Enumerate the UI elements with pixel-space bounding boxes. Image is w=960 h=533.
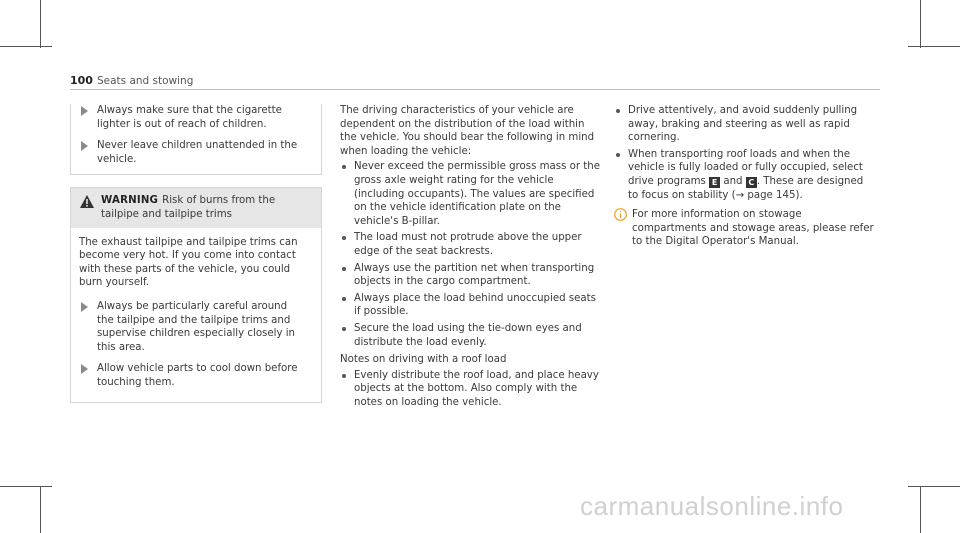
instruction-item: Always be particularly careful around the tailpipe and the tailpipe trims and supervise children especially closely in this area. <box>79 300 313 354</box>
watermark: carmanualsonline.info <box>580 491 844 521</box>
column-2 <box>340 104 602 412</box>
list-item: The load must not protrude above the upper edge of the seat backrests. <box>340 231 602 258</box>
column-3 <box>614 104 876 249</box>
warning-header <box>71 188 321 227</box>
warning-label: WARNING <box>101 195 159 207</box>
arrow-icon <box>81 302 88 312</box>
page-title: Seats and stowing <box>96 75 194 87</box>
page-number: 100 <box>70 74 93 87</box>
crop-mark <box>920 0 921 48</box>
list-item: Secure the load using the tie-down eyes and distribute the load evenly. <box>340 322 602 349</box>
note <box>614 208 876 249</box>
crop-mark <box>0 46 52 47</box>
list-item: Always use the partition net when transporting objects in the cargo compartment. <box>340 262 602 289</box>
crop-mark <box>40 0 41 48</box>
column-1 <box>70 104 322 403</box>
crop-mark <box>40 486 41 533</box>
bullet-icon <box>616 153 620 157</box>
warning-body <box>71 228 321 402</box>
warning-box <box>70 187 322 402</box>
list-item: When transporting roof loads and when the vehicle is fully loaded or fully occupied, select drive programs E and C . These are designed to focus on stability (→ page 145). <box>614 148 876 202</box>
header-rule <box>70 89 880 90</box>
list-item: Always place the load behind unoccupied seats if possible. <box>340 292 602 319</box>
list-item: Evenly distribute the roof load, and place heavy objects at the bottom. Also comply with the notes on loading the vehicle. <box>340 369 602 410</box>
page-reference-link[interactable]: page 145 <box>747 189 796 201</box>
bullet-icon <box>342 327 346 331</box>
warning-heading: Risk of burns from the tailpipe and tailpipe trims <box>101 195 276 220</box>
info-icon <box>614 208 627 221</box>
page-reference-arrow-icon: → <box>735 189 745 201</box>
warning-icon <box>80 195 94 208</box>
warning-text: The exhaust tailpipe and tailpipe trims can become very hot. If you come into contact with these parts of the vehicle, you could burn yourself. <box>79 236 298 289</box>
arrow-icon <box>81 141 88 151</box>
drive-program-c-icon: C <box>746 177 757 188</box>
bullet-icon <box>342 297 346 301</box>
note-text: For more information on stowage compartments and stowage areas, please refer to the Digital Operator's Manual. <box>632 209 874 248</box>
crop-mark <box>908 486 960 487</box>
page-header <box>70 74 880 88</box>
bullet-icon <box>342 165 346 169</box>
drive-program-e-icon: E <box>709 177 720 188</box>
bullet-icon <box>342 267 346 271</box>
instruction-box <box>70 104 322 175</box>
bullet-icon <box>616 109 620 113</box>
crop-mark <box>908 46 960 47</box>
arrow-icon <box>81 106 88 116</box>
instruction-item: Always make sure that the cigarette lighter is out of reach of children. <box>71 104 321 131</box>
bullet-icon <box>342 236 346 240</box>
list-item: Never exceed the permissible gross mass or the gross axle weight rating for the vehicle (including occupants). The values are specified on the vehicle identification plate on the vehicle's B-pillar. <box>340 160 602 228</box>
list-item: Drive attentively, and avoid suddenly pulling away, braking and steering as well as rapid cornering. <box>614 104 876 145</box>
crop-mark <box>0 486 52 487</box>
intro-paragraph: The driving characteristics of your vehicle are dependent on the distribution of the load within the vehicle. You should bear the following in mind when loading the vehicle: <box>340 105 595 157</box>
instruction-item: Never leave children unattended in the vehicle. <box>71 139 321 166</box>
arrow-icon <box>81 364 88 374</box>
roof-load-heading: Notes on driving with a roof load <box>340 354 507 366</box>
instruction-item: Allow vehicle parts to cool down before touching them. <box>79 362 313 389</box>
bullet-icon <box>342 374 346 378</box>
